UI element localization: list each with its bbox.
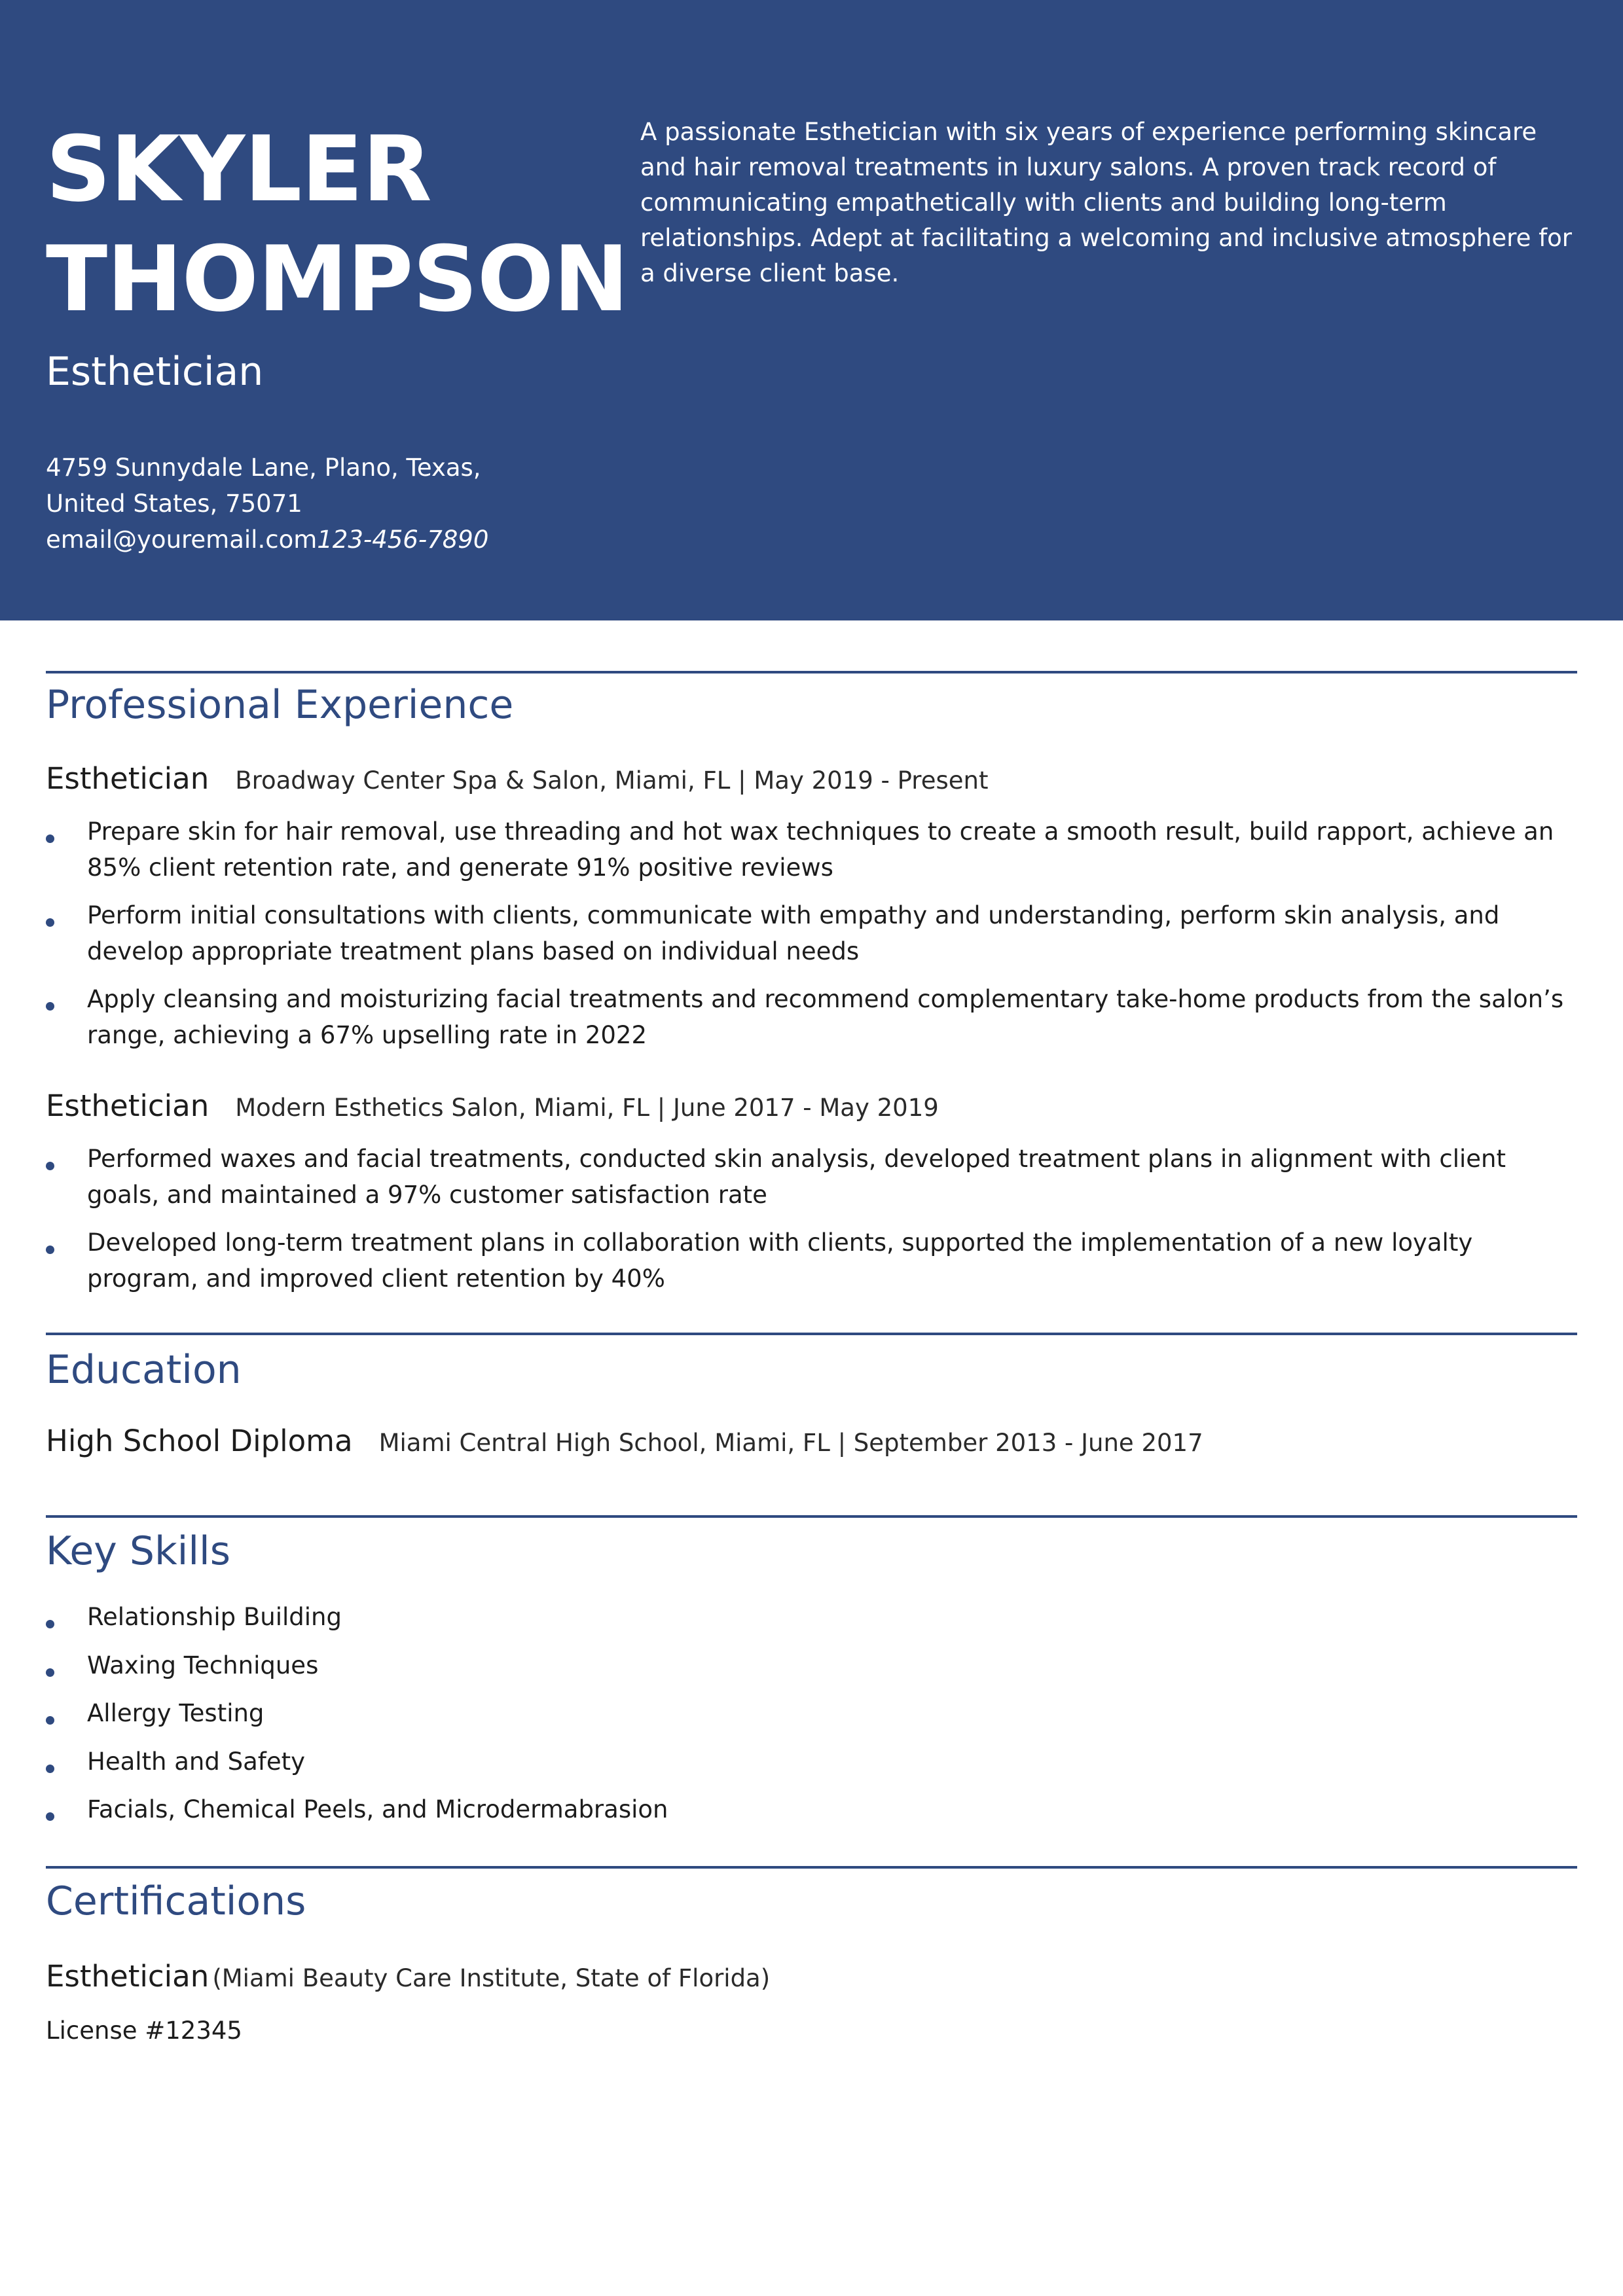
job-role: Esthetician (46, 761, 210, 796)
bullet-icon (46, 1246, 54, 1254)
list-item (46, 1791, 1577, 1827)
section-heading-experience: Professional Experience (46, 682, 514, 728)
candidate-title: Esthetician (46, 349, 264, 395)
phone-number: 123-456-7890 (317, 526, 489, 554)
list-item (46, 814, 1577, 886)
certification-meta: (Miami Beauty Care Institute, State of Florida) (212, 1964, 771, 1992)
bullet-icon (46, 1668, 54, 1677)
bullet-icon (46, 1162, 54, 1170)
list-item (46, 981, 1577, 1053)
bullet-icon (46, 918, 54, 927)
bullet-text: Perform initial consultations with clients, communicate with empathy and understanding, perform skin analysis, and develop appropriate treatment plans based on individual needs (87, 901, 1500, 965)
job-meta: Modern Esthetics Salon, Miami, FL | June 2017 - May 2019 (235, 1094, 939, 1122)
skill-item: Waxing Techniques (87, 1651, 319, 1679)
bullet-icon (46, 834, 54, 843)
skill-item: Allergy Testing (87, 1699, 264, 1727)
bullet-icon (46, 1620, 54, 1628)
certification-name: Esthetician (46, 1959, 210, 1994)
license-number: License #12345 (46, 2017, 242, 2045)
list-item (46, 1599, 1577, 1635)
job-role: Esthetician (46, 1088, 210, 1123)
bullet-icon (46, 1716, 54, 1725)
bullet-text: Developed long-term treatment plans in collaboration with clients, supported the implementation of a new loyalty program, and improved client retention by 40% (87, 1229, 1473, 1293)
section-divider-education (46, 1333, 1577, 1335)
education-entry-header (46, 1422, 1203, 1467)
job-entry-header (46, 1086, 939, 1132)
section-heading-skills: Key Skills (46, 1528, 230, 1574)
job-meta: Broadway Center Spa & Salon, Miami, FL | May 2019 - Present (235, 766, 989, 795)
profile-summary: A passionate Esthetician with six years of experience performing skincare and hair removal treatments in luxury salons. A proven track record of communicating empathetically with clients and building long-term relationships. Adept at facilitating a welcoming and inclusive atmosphere for a diverse client base. (640, 118, 1572, 287)
skill-item: Relationship Building (87, 1603, 342, 1631)
bullet-icon (46, 1812, 54, 1821)
candidate-name: SKYLER THOMPSON (46, 117, 629, 332)
bullet-icon (46, 1765, 54, 1773)
skill-item: Health and Safety (87, 1748, 305, 1776)
section-heading-certifications: Certifications (46, 1878, 306, 1924)
bullet-text: Apply cleansing and moisturizing facial treatments and recommend complementary take-home products from the salon’s range, achieving a 67% upselling rate in 2022 (87, 985, 1564, 1049)
bullet-icon (46, 1002, 54, 1011)
list-item (46, 1225, 1577, 1297)
section-divider-skills (46, 1515, 1577, 1518)
section-divider-experience (46, 671, 1577, 673)
degree-name: High School Diploma (46, 1424, 353, 1458)
job-entry-header (46, 759, 988, 805)
list-item (46, 1647, 1577, 1683)
list-item (46, 1695, 1577, 1731)
skill-item: Facials, Chemical Peels, and Microdermabrasion (87, 1795, 668, 1823)
email-link[interactable]: email@youremail.com (46, 526, 318, 554)
list-item (46, 897, 1577, 969)
bullet-text: Performed waxes and facial treatments, conducted skin analysis, developed treatment plans in alignment with client goals, and maintained a 97% customer satisfaction rate (87, 1145, 1506, 1209)
address: 4759 Sunnydale Lane, Plano, Texas, United States, 75071 (46, 454, 481, 518)
section-heading-education: Education (46, 1347, 242, 1393)
header-banner (0, 0, 1623, 620)
list-item (46, 1744, 1577, 1780)
education-meta: Miami Central High School, Miami, FL | September 2013 - June 2017 (378, 1429, 1203, 1457)
contact-line (46, 522, 488, 558)
section-divider-certifications (46, 1866, 1577, 1869)
certification-entry-header (46, 1957, 770, 2003)
bullet-text: Prepare skin for hair removal, use threading and hot wax techniques to create a smooth result, build rapport, achieve an 85% client retention rate, and generate 91% positive reviews (87, 817, 1554, 882)
list-item (46, 1141, 1577, 1213)
